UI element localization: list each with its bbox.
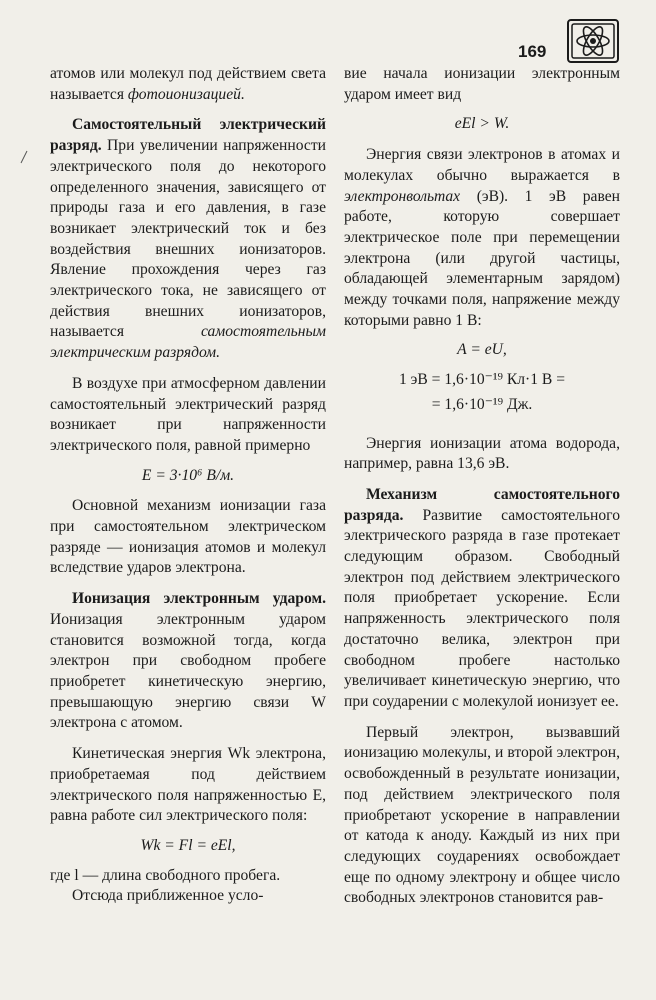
paragraph: Самостоятельный электрический разряд. При увеличении напряженности электрического поля до некоторого определенного значения, зависящего от природы газа и его давления, в газе возникает электрический ток и без воздействия внешних ионизаторов. Явление прохождения через газ электрического тока, не зависящего от действия внешних ионизаторов, называется самостоятельным электрическим разрядом.: [50, 116, 326, 362]
paragraph: вие начала ионизации электронным ударом имеет вид: [344, 65, 620, 103]
paragraph: Энергия связи электронов в атомах и молекулах обычно выражается в электронвольтах (эВ). 1 эВ равен работе, которую совершает электрическое поле при перемещении электрона (или другой частицы, обладающей элементарным зарядом) между точками поля, напряжение между которыми равно 1 В:: [344, 146, 620, 329]
formula: = 1,6·10⁻¹⁹ Дж.: [431, 395, 533, 413]
formula: 1 эВ = 1,6·10⁻¹⁹ Кл·1 В =: [398, 371, 566, 389]
paragraph: Ионизация электронным ударом. Ионизация электронным ударом становится возможной тогда, когда электрон при свободном пробеге приобретет кинетическую энергию, превышающую энергию связи W электрона с атомом.: [50, 590, 326, 732]
paragraph: Кинетическая энергия Wk электрона, приобретаемая под действием электрического поля напряженностью E, равна работе сил электрического поля:: [50, 745, 326, 825]
right-column: [344, 64, 620, 909]
paragraph: Механизм самостоятельного разряда. Развитие самостоятельного электрического разряда в газе протекает следующим образом. Свободный электрон под действием электрического поля приобретает ускорение. Если напряженность электрического поля достаточно велика, электрон при свободном пробеге настолько увеличивает кинетическую энергию, что при соударении с молекулой ионизует ее.: [344, 485, 620, 710]
paragraph: В воздухе при атмосферном давлении самостоятельный электрический разряд возникает при напряженности электрического поля, равной примерно: [50, 374, 326, 454]
left-column: [50, 64, 326, 907]
paragraph: Первый электрон, вызвавший ионизацию молекулы, и второй электрон, освобожденный в результате ионизации, под действием электрического поля приобретают ускорение в направлении от катода к аноду. Каждый из них при следующих соударениях освобождает еще по одному электрону и общее число свободных электронов становится рав-: [344, 723, 620, 907]
atom-icon: [566, 18, 620, 64]
margin-pencil-mark: [20, 150, 28, 164]
section-heading: Ионизация электронным ударом.: [72, 590, 326, 608]
paragraph: Энергия ионизации атома водорода, например, равна 13,6 эВ.: [344, 434, 620, 473]
formula: E = 3·10⁶ В/м.: [141, 466, 235, 484]
formula: eEl > W.: [454, 115, 510, 133]
formula: Wk = Fl = eEl,: [140, 836, 236, 854]
paragraph: атомов или молекул под действием света называется фотоионизацией.: [50, 65, 326, 103]
page-number: 169: [518, 42, 547, 61]
paragraph: Отсюда приближенное усло-: [72, 887, 264, 905]
section-heading: Самостоятельный электрический разряд.: [50, 116, 326, 155]
paragraph: где l — длина свободного пробега.: [50, 866, 281, 884]
section-heading: Механизм самостоятельного разряда.: [344, 485, 620, 524]
formula: A = eU,: [457, 341, 507, 359]
paragraph: Основной механизм ионизации газа при самостоятельном электрическом разряде — ионизация атомов и молекул вследствие ударов электрона.: [50, 497, 326, 577]
